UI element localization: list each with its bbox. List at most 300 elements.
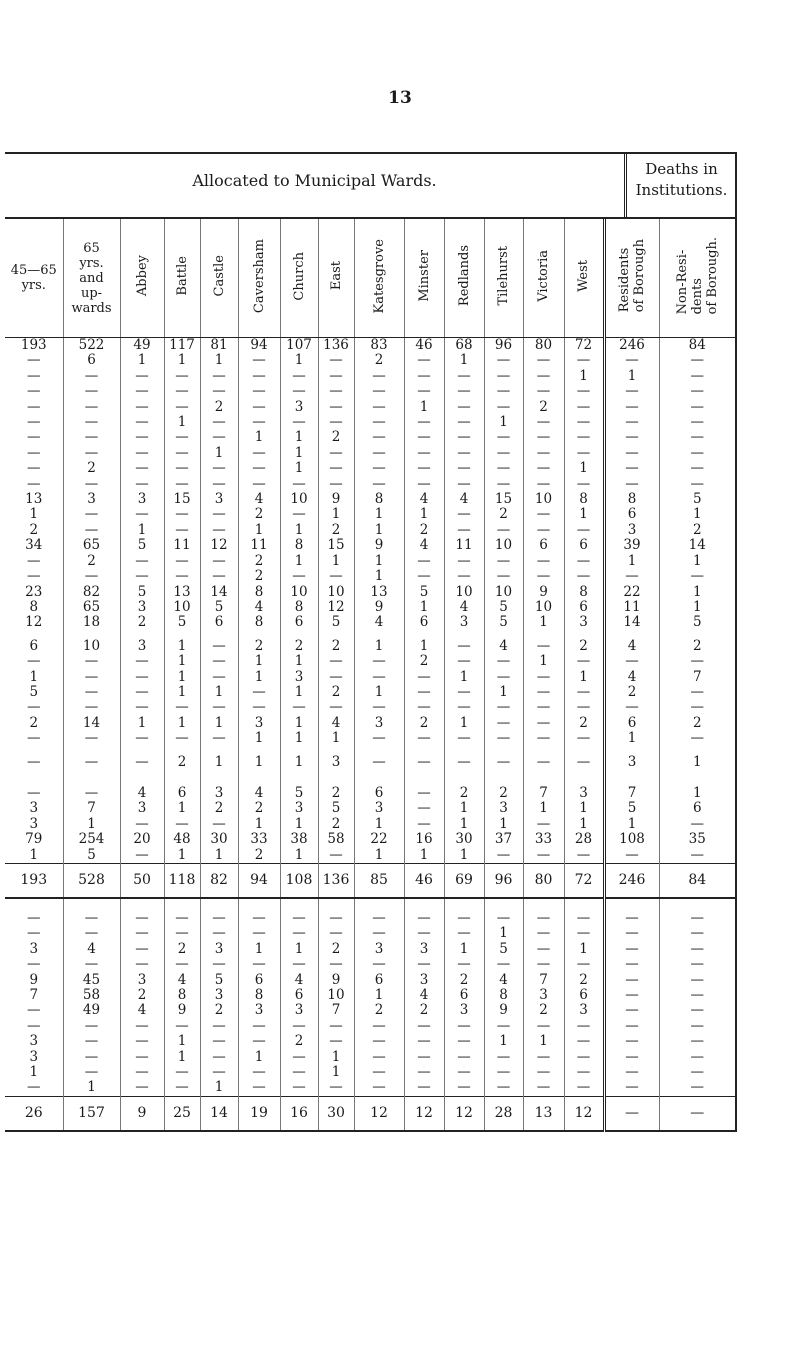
table-cell: — xyxy=(564,554,604,569)
table-cell: 5 xyxy=(484,615,523,630)
table-cell: — xyxy=(120,415,164,430)
table-cell: 1 xyxy=(164,639,200,654)
table-cell: 48 xyxy=(164,832,200,847)
column-header xyxy=(280,219,318,338)
table-cell: 2 xyxy=(318,685,354,700)
table-cell: 5 xyxy=(604,801,659,816)
table-cell: — xyxy=(63,430,120,445)
table-cell: 6 xyxy=(604,507,659,522)
table-cell: 1 xyxy=(164,1050,200,1065)
table-cell: 246 xyxy=(604,864,659,899)
table-cell: 12 xyxy=(318,600,354,615)
table-cell: 5 xyxy=(164,615,200,630)
table-cell: — xyxy=(120,957,164,972)
table-cell: — xyxy=(318,1019,354,1034)
table-cell: — xyxy=(659,569,735,584)
table-cell: 82 xyxy=(200,864,238,899)
table-cell: — xyxy=(120,817,164,832)
column-header-label xyxy=(675,237,720,314)
column-header-line: Katesgrove xyxy=(371,238,387,314)
table-cell: — xyxy=(354,477,404,492)
table-cell: — xyxy=(484,477,523,492)
table-cell: 3 xyxy=(604,523,659,538)
table-cell: 1 xyxy=(564,369,604,384)
table-cell: 1 xyxy=(280,461,318,476)
column-header-label xyxy=(134,255,151,296)
table-row xyxy=(5,554,735,569)
table-cell: 8 xyxy=(238,988,280,1003)
table-row xyxy=(5,817,735,832)
table-cell: 3 xyxy=(280,670,318,685)
table-cell: — xyxy=(120,685,164,700)
table-cell: 1 xyxy=(354,569,404,584)
table-cell: — xyxy=(404,1065,444,1080)
table-cell: 8 xyxy=(564,585,604,600)
table-cell: — xyxy=(27,367,41,384)
table-cell: 1 xyxy=(523,801,564,816)
table-cell: 10 xyxy=(484,585,523,600)
table-cell: — xyxy=(120,848,164,864)
table-cell: — xyxy=(63,507,120,522)
table-cell: — xyxy=(659,415,735,430)
table-row xyxy=(5,477,735,492)
table-cell: — xyxy=(604,848,659,864)
column-header xyxy=(604,219,659,338)
table-cell: — xyxy=(200,817,238,832)
table-cell: 6 xyxy=(29,637,39,654)
column-header-label xyxy=(495,246,512,306)
table-cell: — xyxy=(354,369,404,384)
table-cell: 5 xyxy=(318,615,354,630)
table-cell: — xyxy=(404,415,444,430)
column-header-line: up- xyxy=(80,285,103,301)
table-cell: — xyxy=(604,942,659,957)
table-cell: — xyxy=(164,400,200,415)
table-cell: — xyxy=(444,569,484,584)
table-cell: 1 xyxy=(29,846,39,863)
table-cell: 2 xyxy=(120,615,164,630)
table-cell: 1 xyxy=(164,1034,200,1049)
table-cell: — xyxy=(523,461,564,476)
table-cell: 84 xyxy=(659,338,735,354)
column-header-label xyxy=(328,261,345,290)
table-cell: 5 xyxy=(484,600,523,615)
double-divider xyxy=(624,154,627,217)
table-cell: — xyxy=(27,753,41,770)
table-cell: — xyxy=(280,384,318,399)
table-cell: — xyxy=(523,639,564,654)
table-cell: 13 xyxy=(354,585,404,600)
table-cell: — xyxy=(120,1065,164,1080)
table-cell: 58 xyxy=(318,832,354,847)
column-header-label xyxy=(174,256,191,296)
table-cell: — xyxy=(63,477,120,492)
table-row xyxy=(5,353,735,368)
table-cell: — xyxy=(280,1050,318,1065)
table-cell: 20 xyxy=(120,832,164,847)
table-cell: 1 xyxy=(280,685,318,700)
table-cell: — xyxy=(659,400,735,415)
table-cell: — xyxy=(604,353,659,368)
table-cell: — xyxy=(200,926,238,941)
table-cell: — xyxy=(27,414,41,431)
table-cell: 2 xyxy=(29,714,39,731)
table-cell: 193 xyxy=(5,864,63,899)
table-cell: 1 xyxy=(484,817,523,832)
table-cell: 2 xyxy=(200,1003,238,1018)
table-cell: — xyxy=(484,430,523,445)
table-cell: — xyxy=(404,1034,444,1049)
table-cell xyxy=(63,770,120,778)
column-header-label xyxy=(371,239,388,313)
table-cell: — xyxy=(404,786,444,801)
table-cell: — xyxy=(238,353,280,368)
table-cell: 1 xyxy=(200,1080,238,1096)
table-cell: — xyxy=(354,755,404,770)
table-cell: — xyxy=(404,353,444,368)
column-header-line: Church xyxy=(291,251,307,301)
column-header xyxy=(354,219,404,338)
table-cell: 6 xyxy=(63,353,120,368)
table-cell: 18 xyxy=(63,615,120,630)
spacer-row xyxy=(5,778,735,786)
table-cell: — xyxy=(318,848,354,864)
table-cell: 14 xyxy=(63,716,120,731)
table-cell: 1 xyxy=(200,848,238,864)
table-cell: 11 xyxy=(444,538,484,553)
table-cell: 254 xyxy=(63,832,120,847)
column-header-label xyxy=(456,245,473,306)
table-cell: — xyxy=(120,446,164,461)
table-cell: — xyxy=(404,731,444,746)
table-cell: 4 xyxy=(238,492,280,507)
table-cell: — xyxy=(523,353,564,368)
table-cell: — xyxy=(564,400,604,415)
table-cell: 7 xyxy=(29,987,39,1004)
column-header-label xyxy=(291,252,308,301)
table-cell: 28 xyxy=(564,832,604,847)
table-cell: — xyxy=(523,523,564,538)
table-cell: — xyxy=(280,957,318,972)
table-cell: — xyxy=(444,369,484,384)
table-cell: — xyxy=(659,1065,735,1080)
table-cell: — xyxy=(659,685,735,700)
table-cell: — xyxy=(404,685,444,700)
column-header-label xyxy=(211,255,228,296)
table-row xyxy=(5,338,735,354)
table-cell: 1 xyxy=(354,639,404,654)
table-cell: — xyxy=(444,430,484,445)
table-cell: — xyxy=(484,569,523,584)
table-row xyxy=(5,731,735,746)
table-row xyxy=(5,755,735,770)
table-cell: — xyxy=(659,817,735,832)
table-cell: 1 xyxy=(318,1065,354,1080)
table-cell: 3 xyxy=(444,1003,484,1018)
table-cell: 9 xyxy=(29,971,39,988)
table-cell: — xyxy=(444,957,484,972)
table-cell: — xyxy=(354,911,404,926)
column-header-line: 65 xyxy=(83,240,100,256)
table-cell: 2 xyxy=(280,1034,318,1049)
table-cell: — xyxy=(444,1050,484,1065)
table-cell: — xyxy=(354,461,404,476)
table-cell: — xyxy=(280,477,318,492)
table-row xyxy=(5,700,735,715)
table-cell: — xyxy=(484,848,523,864)
table-cell: 1 xyxy=(29,1064,39,1081)
table-cell: — xyxy=(523,685,564,700)
table-cell: 1 xyxy=(604,369,659,384)
table-cell: — xyxy=(564,384,604,399)
table-cell: — xyxy=(659,654,735,669)
table-cell: 4 xyxy=(318,716,354,731)
table-cell: 3 xyxy=(200,942,238,957)
table-cell: 8 xyxy=(280,600,318,615)
table-cell: 3 xyxy=(280,801,318,816)
table-cell: 45 xyxy=(63,973,120,988)
table-cell: 15 xyxy=(318,538,354,553)
table-row xyxy=(5,1034,735,1049)
table-cell: 1 xyxy=(484,926,523,941)
table-cell: — xyxy=(63,384,120,399)
table-cell: — xyxy=(564,1034,604,1049)
table-cell: — xyxy=(484,523,523,538)
table-cell: — xyxy=(404,569,444,584)
column-header-line: East xyxy=(328,261,344,291)
table-cell: — xyxy=(444,1019,484,1034)
table-cell: — xyxy=(27,1079,41,1096)
table-cell: 3 xyxy=(564,615,604,630)
table-cell: — xyxy=(484,446,523,461)
table-cell: — xyxy=(200,523,238,538)
column-header xyxy=(659,219,735,338)
table-cell: 1 xyxy=(659,585,735,600)
table-cell: — xyxy=(200,1019,238,1034)
table-cell: — xyxy=(404,446,444,461)
table-cell: — xyxy=(200,554,238,569)
table-cell: 7 xyxy=(523,973,564,988)
table-cell: 1 xyxy=(238,654,280,669)
table-cell: — xyxy=(27,925,41,942)
table-cell: 2 xyxy=(484,786,523,801)
table-cell xyxy=(484,770,523,778)
table-cell: 2 xyxy=(484,507,523,522)
table-cell: 33 xyxy=(523,832,564,847)
table-cell: 2 xyxy=(318,523,354,538)
table-row xyxy=(5,716,735,731)
table-cell: — xyxy=(484,400,523,415)
table-cell: 4 xyxy=(164,973,200,988)
table-cell: 1 xyxy=(354,523,404,538)
table-cell xyxy=(164,770,200,778)
table-cell: — xyxy=(444,554,484,569)
table-cell: 1 xyxy=(280,446,318,461)
table-cell: — xyxy=(659,477,735,492)
column-header xyxy=(164,219,200,338)
table-cell: 2 xyxy=(564,716,604,731)
table-cell: — xyxy=(523,554,564,569)
table-cell: — xyxy=(238,1065,280,1080)
table-cell: 3 xyxy=(444,615,484,630)
table-cell: — xyxy=(604,700,659,715)
table-cell: 6 xyxy=(564,538,604,553)
table-cell: 12 xyxy=(404,1096,444,1131)
table-cell: 3 xyxy=(484,801,523,816)
spacer-row xyxy=(5,631,735,639)
table-cell: — xyxy=(523,942,564,957)
table-cell: 1 xyxy=(444,670,484,685)
table-cell: 3 xyxy=(354,801,404,816)
table-cell: 2 xyxy=(238,554,280,569)
table-cell: 5 xyxy=(404,585,444,600)
table-cell: — xyxy=(604,926,659,941)
table-cell: — xyxy=(318,569,354,584)
table-cell: — xyxy=(318,926,354,941)
table-cell: 13 xyxy=(523,1096,564,1131)
table-cell: 1 xyxy=(404,600,444,615)
table-cell: — xyxy=(523,755,564,770)
table-row xyxy=(5,639,735,654)
table-cell: 4 xyxy=(604,639,659,654)
table-cell: 1 xyxy=(280,716,318,731)
table-cell: 108 xyxy=(280,864,318,899)
table-cell: — xyxy=(444,400,484,415)
table-cell: 5 xyxy=(120,585,164,600)
table-cell: 22 xyxy=(354,832,404,847)
table-cell: — xyxy=(354,670,404,685)
table-cell: 1 xyxy=(604,817,659,832)
table-cell: — xyxy=(164,477,200,492)
institutions-heading xyxy=(628,159,735,201)
table-cell: 1 xyxy=(280,755,318,770)
table-cell: — xyxy=(564,1080,604,1096)
table-cell: — xyxy=(484,1080,523,1096)
column-header xyxy=(238,219,280,338)
table-cell: — xyxy=(318,700,354,715)
table-cell: 1 xyxy=(444,942,484,957)
table-cell: 3 xyxy=(200,492,238,507)
table-cell: 2 xyxy=(164,942,200,957)
table-cell: 193 xyxy=(20,337,47,353)
table-cell: — xyxy=(280,700,318,715)
table-cell: — xyxy=(354,654,404,669)
table-cell: 1 xyxy=(120,353,164,368)
table-cell: 22 xyxy=(604,585,659,600)
table-cell xyxy=(280,770,318,778)
table-cell: — xyxy=(564,685,604,700)
table-cell: — xyxy=(120,1050,164,1065)
table-cell: — xyxy=(354,1080,404,1096)
table-cell: — xyxy=(354,430,404,445)
table-cell: — xyxy=(604,569,659,584)
table-cell: — xyxy=(404,477,444,492)
table-cell: 3 xyxy=(29,940,39,957)
table-cell: 3 xyxy=(354,942,404,957)
table-cell: — xyxy=(523,957,564,972)
table-cell: 46 xyxy=(404,338,444,354)
table-cell: 1 xyxy=(564,507,604,522)
table-cell: — xyxy=(164,461,200,476)
table-row xyxy=(5,911,735,926)
table-row xyxy=(5,461,735,476)
table-cell: — xyxy=(484,1050,523,1065)
table-cell: 8 xyxy=(238,585,280,600)
table-cell: — xyxy=(523,716,564,731)
table-cell: 2 xyxy=(200,400,238,415)
table-cell: — xyxy=(484,554,523,569)
table-cell: — xyxy=(63,755,120,770)
table-cell: 2 xyxy=(354,353,404,368)
table-cell: — xyxy=(164,1019,200,1034)
table-cell: — xyxy=(318,670,354,685)
table-cell: — xyxy=(318,461,354,476)
table-cell: — xyxy=(280,1080,318,1096)
table-cell: — xyxy=(63,415,120,430)
table-cell: 4 xyxy=(120,1003,164,1018)
table-cell: 26 xyxy=(5,1096,63,1131)
table-cell: 1 xyxy=(280,430,318,445)
table-cell: — xyxy=(280,1019,318,1034)
table-cell: — xyxy=(164,700,200,715)
table-cell: 1 xyxy=(484,685,523,700)
table-cell: — xyxy=(523,446,564,461)
table-cell: 1 xyxy=(564,817,604,832)
column-header-line: Victoria xyxy=(536,249,551,302)
table-cell: — xyxy=(444,1034,484,1049)
table-cell: 1 xyxy=(164,654,200,669)
table-cell: 72 xyxy=(564,864,604,899)
column-header xyxy=(444,219,484,338)
table-cell xyxy=(120,770,164,778)
table-cell: — xyxy=(164,817,200,832)
table-cell: 1 xyxy=(280,523,318,538)
table-cell: — xyxy=(27,699,41,716)
table-cell: 1 xyxy=(604,554,659,569)
column-header-line: Residents xyxy=(617,247,632,313)
column-header xyxy=(5,219,63,338)
table-cell xyxy=(318,770,354,778)
table-cell: 2 xyxy=(404,1003,444,1018)
table-cell: 6 xyxy=(404,615,444,630)
table-cell: — xyxy=(63,446,120,461)
table-cell: — xyxy=(604,1003,659,1018)
table-cell: 58 xyxy=(63,988,120,1003)
table-cell: — xyxy=(63,1065,120,1080)
table-cell: 1 xyxy=(444,801,484,816)
table-cell: — xyxy=(318,957,354,972)
table-cell: 4 xyxy=(404,988,444,1003)
table-cell: — xyxy=(63,685,120,700)
table-row xyxy=(5,670,735,685)
table-cell: 6 xyxy=(164,786,200,801)
table-cell: 1 xyxy=(659,755,735,770)
table-cell: — xyxy=(659,957,735,972)
table-cell: 3 xyxy=(604,755,659,770)
table-cell: 136 xyxy=(318,864,354,899)
table-row xyxy=(5,848,735,864)
table-row xyxy=(5,384,735,399)
table-cell: 33 xyxy=(238,832,280,847)
table-cell: 8 xyxy=(484,988,523,1003)
table-cell: — xyxy=(120,911,164,926)
table-cell: 6 xyxy=(200,615,238,630)
column-header-line: Abbey xyxy=(134,255,150,297)
table-cell: — xyxy=(120,430,164,445)
table-cell: 1 xyxy=(238,817,280,832)
table-cell: — xyxy=(523,369,564,384)
table-cell: — xyxy=(564,477,604,492)
